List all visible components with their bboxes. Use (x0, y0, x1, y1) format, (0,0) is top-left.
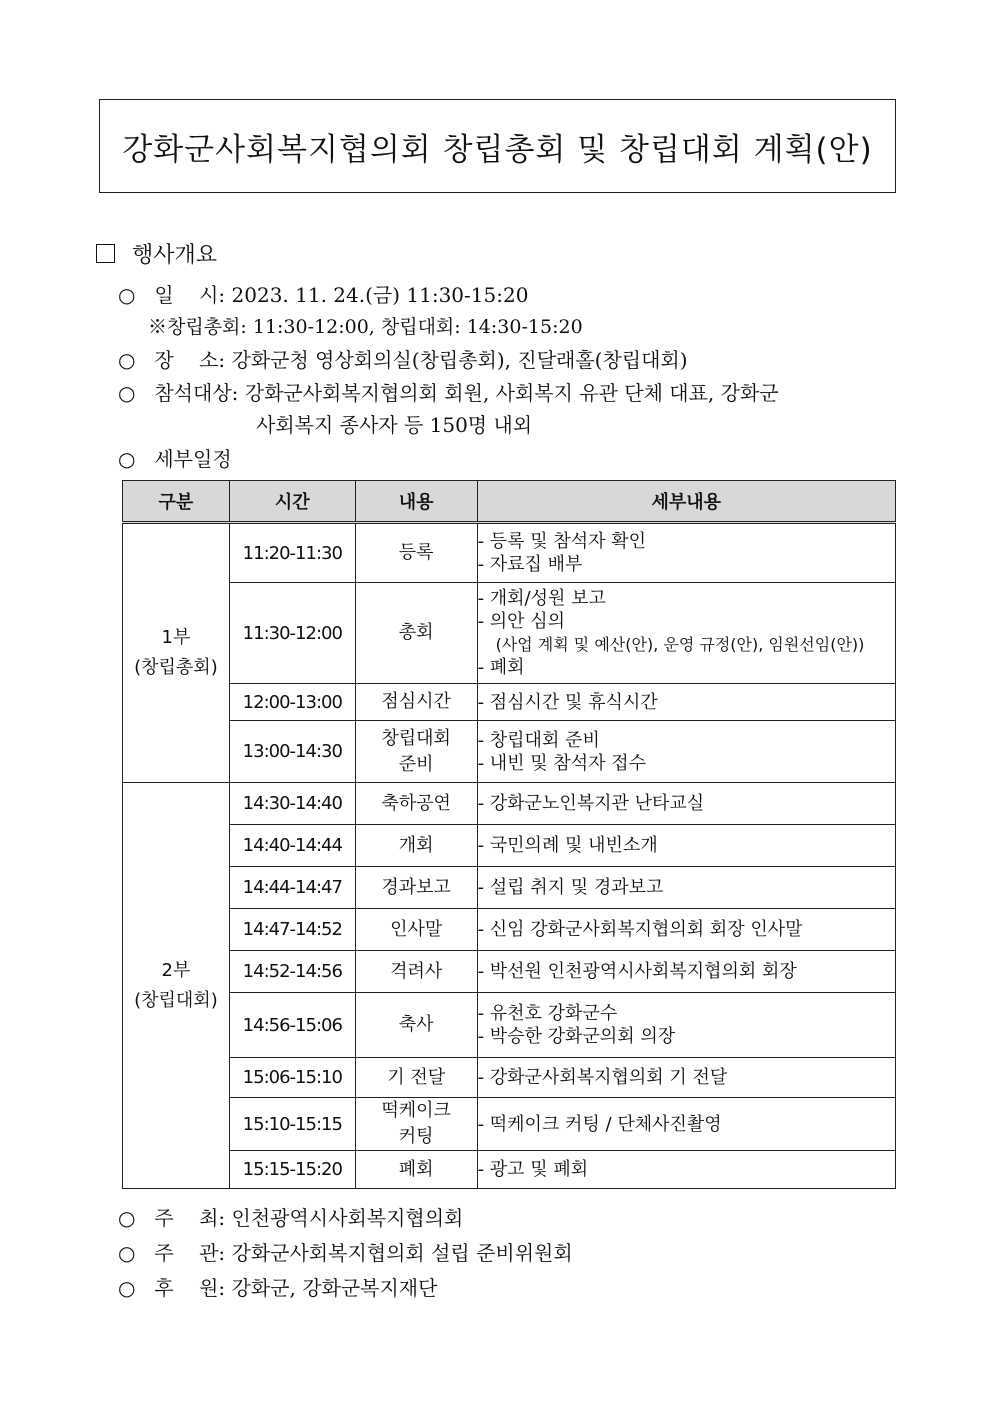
detail-line: - 박선원 인천광역시사회복지협의회 회장 (477, 961, 797, 982)
schedule-label: 세부일정 (154, 447, 232, 471)
item-line: 커팅 (398, 1126, 434, 1147)
table-row (123, 951, 896, 993)
detail-cell (477, 783, 895, 825)
circle-bullet-icon: ○ (118, 348, 136, 372)
table-row (123, 583, 896, 684)
when-label: 일 시: (154, 283, 226, 307)
host-value: 인천광역시사회복지협의회 (231, 1206, 464, 1230)
header-cell: 구분 (123, 481, 230, 523)
detail-cell (477, 993, 895, 1058)
detail-line: - 자료집 배부 (477, 554, 583, 575)
detail-line: - 개회/성원 보고 (477, 588, 606, 609)
table-row (123, 1098, 896, 1151)
time-cell: 15:15-15:20 (229, 1151, 355, 1189)
detail-cell (477, 684, 895, 721)
organizer-value: 강화군사회복지협의회 설립 준비위원회 (231, 1241, 573, 1265)
sponsor-line (118, 1272, 437, 1301)
detail-cell (477, 867, 895, 909)
part-sublabel: (창립총회) (134, 657, 218, 678)
host-label: 주 최: (154, 1206, 226, 1230)
item-cell: 폐회 (355, 1151, 477, 1189)
when-note: ※창립총회: 11:30-12:00, 창립대회: 14:30-15:20 (148, 316, 583, 338)
circle-bullet-icon: ○ (118, 381, 136, 405)
item-cell: 등록 (355, 523, 477, 583)
sponsor-label: 후 원: (154, 1276, 226, 1300)
detail-line: - 신임 강화군사회복지협의회 회장 인사말 (477, 919, 803, 940)
item-cell (355, 721, 477, 783)
detail-line: - 광고 및 폐회 (477, 1159, 589, 1180)
time-cell: 14:52-14:56 (229, 951, 355, 993)
detail-line: - 점심시간 및 휴식시간 (477, 691, 658, 713)
table-row (123, 867, 896, 909)
part-label: 1부 (161, 627, 191, 648)
item-cell: 인사말 (355, 909, 477, 951)
detail-line: - 창립대회 준비 (477, 729, 600, 751)
detail-line: - 강화군노인복지관 난타교실 (477, 793, 705, 814)
item-cell: 총회 (355, 583, 477, 684)
detail-cell (477, 721, 895, 783)
part-sublabel: (창립대회) (134, 989, 218, 1011)
where-value: 강화군청 영상회의실(창립총회), 진달래홀(창립대회) (231, 348, 688, 372)
circle-bullet-icon: ○ (118, 447, 136, 471)
detail-subline: (사업 계획 및 예산(안), 운영 규정(안), 임원선임(안)) (495, 635, 865, 654)
attendees-value-1: 강화군사회복지협의회 회원, 사회복지 유관 단체 대표, 강화군 (244, 381, 779, 405)
table-row (123, 1058, 896, 1098)
part-2-cell (123, 783, 230, 1189)
detail-line: - 등록 및 참석자 확인 (477, 531, 647, 552)
table-row (123, 684, 896, 721)
time-cell: 11:30-12:00 (229, 583, 355, 684)
time-cell: 11:20-11:30 (229, 523, 355, 583)
detail-line: - 의안 심의 (477, 611, 566, 632)
where-label: 장 소: (154, 348, 226, 372)
schedule-table (122, 480, 896, 1189)
header-cell: 시간 (229, 481, 355, 523)
item-line: 준비 (398, 753, 434, 775)
time-cell: 14:56-15:06 (229, 993, 355, 1058)
detail-line: - 떡케이크 커팅 / 단체사진촬영 (477, 1113, 722, 1135)
table-row (123, 783, 896, 825)
title-box (99, 99, 896, 193)
page-title: 강화군사회복지협의회 창립총회 및 창립대회 계획(안) (122, 131, 873, 168)
circle-bullet-icon: ○ (118, 1276, 136, 1300)
attendees-label: 참석대상: (154, 381, 239, 405)
part-1-cell (123, 523, 230, 783)
section-heading (96, 238, 217, 269)
time-cell: 14:40-14:44 (229, 825, 355, 867)
attendees-value-2: 사회복지 종사자 등 150명 내외 (256, 413, 533, 437)
time-cell: 12:00-13:00 (229, 684, 355, 721)
item-cell: 개회 (355, 825, 477, 867)
item-cell: 축사 (355, 993, 477, 1058)
time-cell: 14:44-14:47 (229, 867, 355, 909)
schedule-line (118, 443, 232, 472)
item-cell (355, 1098, 477, 1151)
detail-cell (477, 951, 895, 993)
detail-line: - 폐회 (477, 657, 525, 678)
checkbox-square-icon (96, 244, 115, 263)
table-row (123, 721, 896, 783)
detail-cell (477, 1058, 895, 1098)
detail-line: - 박승한 강화군의회 의장 (477, 1026, 676, 1047)
time-cell: 14:30-14:40 (229, 783, 355, 825)
when-line (118, 279, 528, 308)
time-cell: 15:10-15:15 (229, 1098, 355, 1151)
table-header-row (123, 481, 896, 523)
circle-bullet-icon: ○ (118, 1206, 136, 1230)
detail-line: - 설립 취지 및 경과보고 (477, 877, 664, 898)
detail-line: - 내빈 및 참석자 접수 (477, 752, 647, 774)
table-row (123, 909, 896, 951)
detail-cell (477, 1098, 895, 1151)
item-cell: 축하공연 (355, 783, 477, 825)
detail-line: - 강화군사회복지협의회 기 전달 (477, 1067, 728, 1088)
time-cell: 15:06-15:10 (229, 1058, 355, 1098)
item-line: 떡케이크 (381, 1100, 451, 1121)
when-value: 2023. 11. 24.(금) 11:30-15:20 (231, 283, 529, 307)
detail-cell (477, 1151, 895, 1189)
header-cell: 내용 (355, 481, 477, 523)
detail-cell (477, 523, 895, 583)
table-row (123, 1151, 896, 1189)
header-cell: 세부내용 (477, 481, 895, 523)
attendees-line (118, 377, 779, 406)
sponsor-value: 강화군, 강화군복지재단 (231, 1276, 438, 1300)
time-cell: 14:47-14:52 (229, 909, 355, 951)
item-line: 창립대회 (381, 727, 451, 749)
time-cell: 13:00-14:30 (229, 721, 355, 783)
where-line (118, 344, 688, 373)
section-title: 행사개요 (132, 243, 218, 268)
organizer-line (118, 1237, 573, 1266)
detail-cell (477, 583, 895, 684)
organizer-label: 주 관: (154, 1241, 226, 1265)
detail-line: - 유천호 강화군수 (477, 1003, 618, 1024)
detail-cell (477, 825, 895, 867)
host-line (118, 1202, 463, 1231)
table-row (123, 825, 896, 867)
item-cell: 격려사 (355, 951, 477, 993)
table-row (123, 523, 896, 583)
item-cell: 기 전달 (355, 1058, 477, 1098)
part-label: 2부 (161, 959, 191, 981)
item-cell: 점심시간 (355, 684, 477, 721)
item-cell: 경과보고 (355, 867, 477, 909)
detail-cell (477, 909, 895, 951)
circle-bullet-icon: ○ (118, 1241, 136, 1265)
circle-bullet-icon: ○ (118, 283, 136, 307)
table-row (123, 993, 896, 1058)
detail-line: - 국민의례 및 내빈소개 (477, 835, 658, 856)
